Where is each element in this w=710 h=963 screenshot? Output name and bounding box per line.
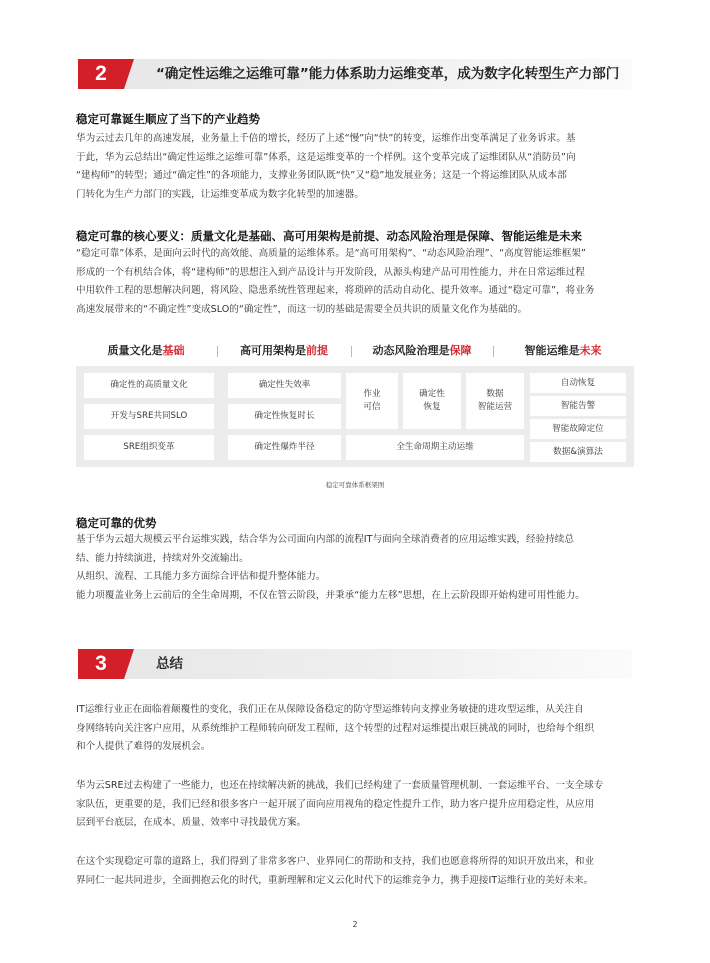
section-3-header xyxy=(78,649,632,679)
header-accent: 保障 xyxy=(449,344,472,357)
diagram-box-wide: 全生命周期主动运维 xyxy=(346,435,524,460)
diagram-box: 确定性失效率 xyxy=(228,373,341,398)
text-line: “稳定可靠”体系，是面向云时代的高效能、高质量的运维体系。是“高可用架构”、“动态风险治理”、“高度智能运维框架” xyxy=(76,248,586,259)
text-line: 高速发展带来的“不确定性”变成SLO的“确定性”，而这一切的基础是需要全员共识的质量文化作为基础的。 xyxy=(76,303,528,315)
section-number: 2 xyxy=(78,59,124,89)
text-line: 门转化为生产力部门的实践，让运维变革成为数字化转型的加速器。 xyxy=(76,188,364,200)
diagram-box: 数据 智能运营 xyxy=(466,373,524,429)
text-line: 和个人提供了难得的发展机会。 xyxy=(76,741,211,753)
text-line: 于此，华为云总结出“确定性运维之运维可靠”体系，这是运维变革的一个样例。这个变革完成了运维团队从“消防员”向 xyxy=(76,151,576,163)
section-number-notch xyxy=(124,59,134,89)
text-line: “建构师”的转型；通过“确定性”的各项能力，支撑业务团队既“快”又“稳”地发展业务；这是一个将运维团队从成本部 xyxy=(76,170,567,182)
text-line: 家队伍，更重要的是，我们已经和很多客户一起开展了面向应用视角的稳定性提升工作，助力客户提升应用稳定性，从应用 xyxy=(76,798,595,810)
diagram-box: 智能告警 xyxy=(530,396,626,416)
diagram-box: 确定性的高质量文化 xyxy=(84,373,214,398)
section-title: “确定性运维之运维可靠”能力体系助力运维变革，成为数字化转型生产力部门 xyxy=(156,66,620,82)
text-line: 从组织、流程、工具能力多方面综合评估和提升整体能力。 xyxy=(76,571,326,583)
text-line: 界同仁一起共同进步，全面拥抱云化的时代，重新理解和定义云化时代下的运维竞争力，携手迎接IT运维行业的美好未来。 xyxy=(76,874,594,886)
text-line: 在这个实现稳定可靠的道路上，我们得到了非常多客户、业界同仁的帮助和支持，我们也愿意将所得的知识开放出来，和业 xyxy=(76,856,595,867)
diagram-box: 作业 可信 xyxy=(346,373,398,429)
diagram-box: 确定性爆炸半径 xyxy=(228,435,341,460)
diagram-headers xyxy=(76,340,632,362)
diagram-box: 自动恢复 xyxy=(530,373,626,393)
header-prefix: 智能运维是 xyxy=(524,344,580,357)
section-2-header xyxy=(78,59,632,89)
paragraph-summary-3 xyxy=(76,853,636,890)
diagram-header-architecture xyxy=(218,340,350,362)
subheading-advantage: 稳定可靠的优势 xyxy=(76,516,157,530)
header-prefix: 质量文化是 xyxy=(107,344,163,357)
diagram-box: 开发与SRE共同SLO xyxy=(84,404,214,429)
diagram-header-quality xyxy=(76,340,216,362)
diagram-box: 智能故障定位 xyxy=(530,419,626,439)
header-accent: 未来 xyxy=(579,344,602,357)
page-number: 2 xyxy=(352,920,358,929)
text-line: 结、能力持续演进，持续对外交流输出。 xyxy=(76,552,249,564)
text-line: 华为云SRE过去构建了一些能力，也还在持续解决新的挑战，我们已经构建了一套质量管理机制、一套运维平台、一支全球专 xyxy=(76,780,604,791)
header-accent: 前提 xyxy=(306,344,328,357)
subheading-trend: 稳定可靠诞生顺应了当下的产业趋势 xyxy=(76,112,260,126)
diagram-header-aiops xyxy=(494,340,632,362)
paragraph-core xyxy=(76,245,636,319)
diagram-box: 确定性恢复时长 xyxy=(228,404,341,429)
text-line: 中用软件工程的思想解决问题，将风险、隐患系统性管理起来，将琐碎的活动自动化、提升效率。通过“稳定可靠”，将业务 xyxy=(76,285,595,297)
text-line: 华为云过去几年的高速发展，业务量上千倍的增长，经历了上述“慢”向“快”的转变，运维作出变革满足了业务诉求。基 xyxy=(76,133,576,144)
text-line: 基于华为云超大规模云平台运维实践，结合华为公司面向内部的流程IT与面向全球消费者的应用运维实践，经验持续总 xyxy=(76,534,574,545)
text-line: 身网络转向关注客户应用，从系统维护工程师转向研发工程师，这个转型的过程对运维提出艰巨挑战的同时，也给每个组织 xyxy=(76,722,595,734)
section-number-notch xyxy=(124,649,134,679)
text-line: 形成的一个有机结合体，将“建构师”的思想注入到产品设计与开发阶段，从源头构建产品可用性能力，并在日常运维过程 xyxy=(76,266,585,278)
text-line: IT运维行业正在面临着颠覆性的变化，我们正在从保障设备稳定的防守型运维转向支撑业务敏捷的进攻型运维，从关注自 xyxy=(76,704,584,715)
section-title: 总结 xyxy=(156,656,183,672)
paragraph-summary-1 xyxy=(76,701,636,757)
diagram-box: SRE组织变革 xyxy=(84,435,214,460)
paragraph-trend xyxy=(76,130,636,204)
diagram-box: 确定性 恢复 xyxy=(403,373,461,429)
paragraph-summary-2 xyxy=(76,777,636,833)
diagram-caption: 稳定可靠体系框架图 xyxy=(325,481,385,489)
header-accent: 基础 xyxy=(162,344,185,357)
header-prefix: 高可用架构是 xyxy=(240,344,306,357)
section-number: 3 xyxy=(78,649,124,679)
header-prefix: 动态风险治理是 xyxy=(372,344,450,357)
diagram-header-risk xyxy=(352,340,492,362)
text-line: 能力项覆盖业务上云前后的全生命周期，不仅在管云阶段，并秉承“能力左移”思想，在上云阶段即开始构建可用性能力。 xyxy=(76,589,585,601)
diagram-box: 数据&演算法 xyxy=(530,442,626,462)
subheading-core: 稳定可靠的核心要义：质量文化是基础、高可用架构是前提、动态风险治理是保障、智能运维是未来 xyxy=(76,229,582,243)
paragraph-advantage xyxy=(76,531,636,605)
diagram-framework xyxy=(76,366,634,467)
text-line: 层到平台底层，在成本、质量、效率中寻找最优方案。 xyxy=(76,817,307,829)
